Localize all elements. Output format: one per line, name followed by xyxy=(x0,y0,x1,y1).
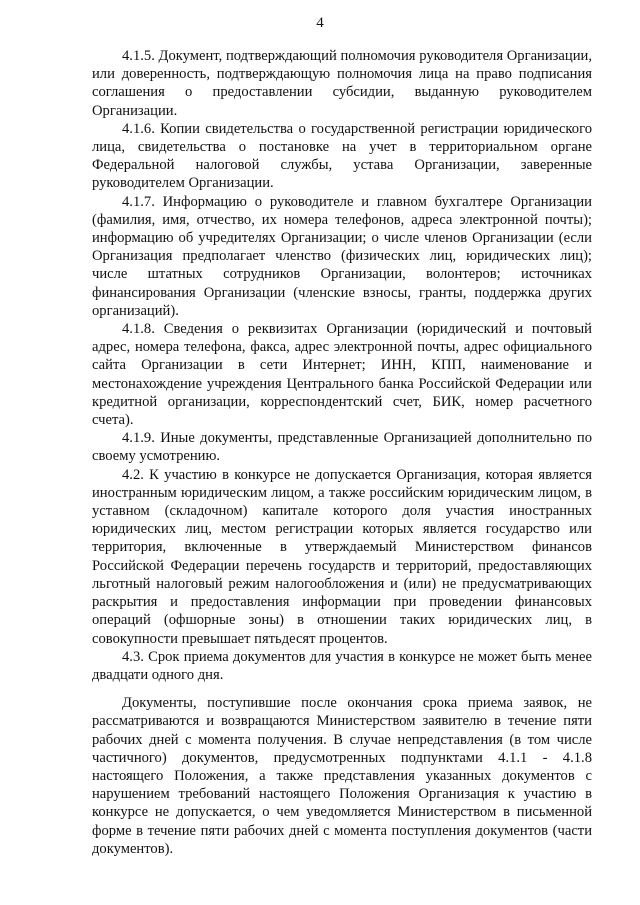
paragraph-4-2: 4.2. К участию в конкурсе не допускается Организация, которая является иностранным юридическим лицом, а также российским юридическим лицом, в уставном (складочном) капитале которого доля участия иностранных юридических лиц, местом регистрации которых является государство или территория, включенные в утверждаемый Министерством финансов Российской Федерации перечень государств и территорий, предоставляющих льготный налоговый режим налогообложения и (или) не предусматривающих раскрытия и предоставления информации при проведении финансовых операций (офшорные зоны) в отношении таких юридических лиц, в совокупности превышает пятьдесят процентов. xyxy=(92,466,592,647)
page-number: 4 xyxy=(316,15,324,31)
paragraph-4-1-5: 4.1.5. Документ, подтверждающий полномочия руководителя Организации, или доверенность, подтверждающую полномочия лица на право подписания соглашения о предоставлении субсидии, выданную руководителем Организации. xyxy=(92,48,592,119)
document-body xyxy=(92,47,592,858)
paragraph-4-1-8: 4.1.8. Сведения о реквизитах Организации (юридический и почтовый адрес, номера телефона, факса, адрес электронной почты, адрес официального сайта Организации в сети Интернет; ИНН, КПП, наименование и местонахождение учреждения Центрального банка Российской Федерации или кредитной организации, корреспондентский счет, БИК, номер расчетного счета). xyxy=(92,321,592,429)
paragraph-4-3: 4.3. Срок приема документов для участия в конкурсе не может быть менее двадцати одного дня. xyxy=(92,648,592,683)
paragraph-4-1-9: 4.1.9. Иные документы, представленные Организацией дополнительно по своему усмотрению. xyxy=(92,430,592,465)
paragraph-4-1-6: 4.1.6. Копии свидетельства о государственной регистрации юридического лица, свидетельства о постановке на учет в территориальном органе Федеральной налоговой службы, устава Организации, заверенные руководителем Организации. xyxy=(92,120,592,192)
paragraph-documents-return: Документы, поступившие после окончания срока приема заявок, не рассматриваются и возвращаются Министерством заявителю в течение пяти рабочих дней с момента получения. В случае непредставления (в том числе частичного) документов, предусмотренных подпунктами 4.1.1 - 4.1.8 настоящего Положения, а также представления указанных документов с нарушением требований настоящего Положения Организация к участию в конкурсе не допускается, о чем уведомляется Министерством в письменной форме в течение пяти рабочих дней с момента поступления документов (части документов). xyxy=(92,695,592,857)
paragraph-4-1-7: 4.1.7. Информацию о руководителе и главном бухгалтере Организации (фамилия, имя, отчество, их номера телефонов, адреса электронной почты); информацию об учредителях Организации; о числе членов Организации (если Организация предполагает членство (физических лиц, юридических лиц); числе штатных сотрудников Организации, волонтеров; источниках финансирования Организации (членские взносы, гранты, поддержка других организаций). xyxy=(92,193,592,319)
